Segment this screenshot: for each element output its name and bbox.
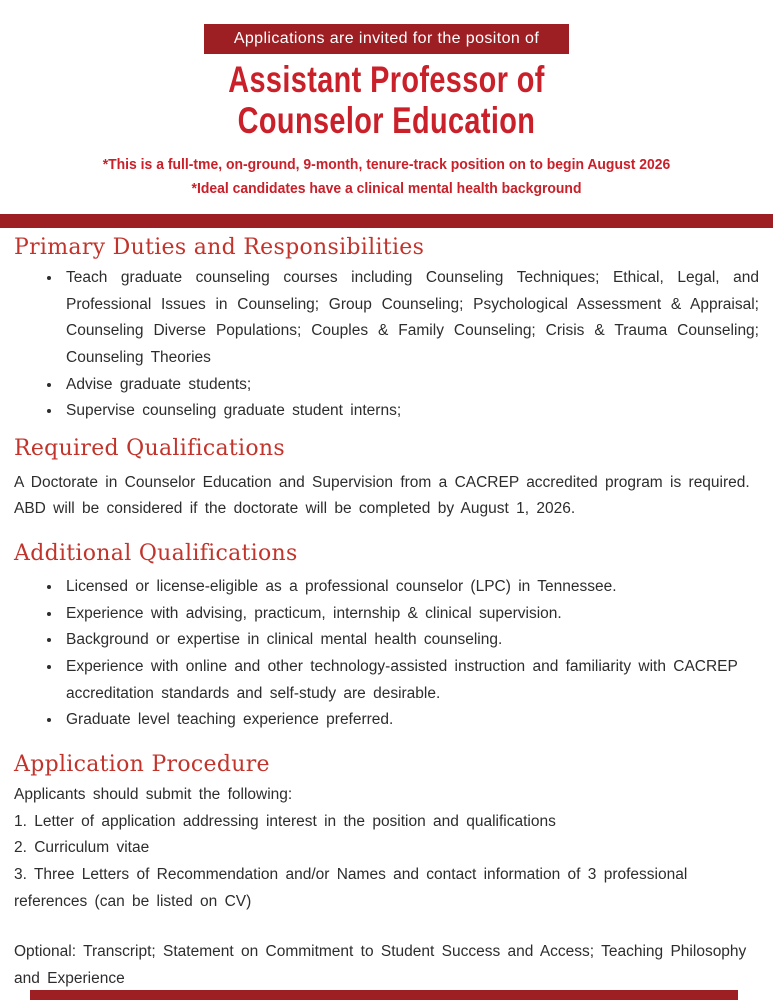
page-title-line2: Counselor Education [237,99,536,141]
content-area [0,235,773,993]
note-line1: *This is a full-tme, on-ground, 9-month, tenure-track position on to begin August 2026 [102,156,671,174]
banner [204,24,569,54]
procedure-item: 2. Curriculum vitae [14,839,150,857]
banner-row [0,0,773,54]
list-item: • Experience with advising, practicum, internship & clinical supervision. [62,601,759,628]
required-qualifications-text: A Doctorate in Counselor Education and Supervision from a CACREP accredited program is required. ABD will be considered if the doctorate will be completed by August 1, 2026. [14,473,750,518]
page-title-line1: Assistant Professor of [228,59,545,100]
list-item: • Supervise counseling graduate student interns; [62,398,759,425]
heading-additional-qualifications: Additional Qualifications [14,541,298,567]
banner-text: Applications are invited for the positon of [233,30,540,47]
heading-required-qualifications: Required Qualifications [14,435,285,461]
note-line2: *Ideal candidates have a clinical mental health background [191,179,582,197]
list-item: • Graduate level teaching experience preferred. [62,707,759,734]
page-title [85,60,688,141]
position-notes [27,153,746,200]
procedure-intro: Applicants should submit the following: [14,786,293,804]
list-item: • Background or expertise in clinical mental health counseling. [62,627,759,654]
duties-list [14,265,759,425]
divider-bar [0,214,773,228]
list-item: • Experience with online and other technology-assisted instruction and familiarity with CACREP accreditation standards and self-study are desirable. [62,654,759,707]
procedure-item: 1. Letter of application addressing interest in the position and qualifications [14,812,556,830]
list-item: • Advise graduate students; [62,372,759,399]
footer-bar [30,990,738,1000]
additional-list [14,574,759,734]
list-item: • Licensed or license-eligible as a professional counselor (LPC) in Tennessee. [62,574,759,601]
procedure-item: 3. Three Letters of Recommendation and/or Names and contact information of 3 professional references (can be listed on CV) [14,866,688,910]
heading-primary-duties: Primary Duties and Responsibilities [14,234,425,260]
heading-application-procedure: Application Procedure [14,752,270,778]
optional-text: Optional: Transcript; Statement on Commitment to Student Success and Access; Teaching Philosophy and Experience [14,943,747,987]
list-item: • Teach graduate counseling courses including Counseling Techniques; Ethical, Legal, and Professional Issues in Counseling; Group Counseling; Psychological Assessment & Appraisal; Counseling Diverse Populations; Couples & Family Counseling; Crisis & Trauma Counseling; Counseling Theories [62,265,759,372]
